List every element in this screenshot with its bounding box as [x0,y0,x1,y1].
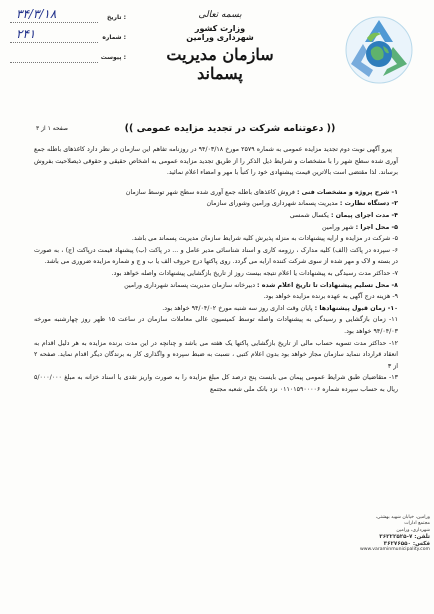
ministry-name: وزارت کشور [194,24,246,33]
condition-label: ۱۰- زمان قبول پیشنهادها : [314,304,398,312]
footer-contact [359,515,430,553]
document-body [34,144,398,395]
address-line: شهرداری، ورامین [396,527,430,533]
conditions-list [34,187,398,396]
condition-label: ۸- محل تسلیم پیشنهادات تا تاریخ اعلام شده : [257,281,398,289]
condition-item [34,372,398,395]
municipality-name: شهرداری ورامین [186,33,254,42]
condition-text: دبیرخانه سازمان مدیریت پسماند شهرداری ورامین [124,281,258,289]
number-value: ۲۴۱ [16,27,36,41]
fax-number: فکس: ۳۶۲۷۶۵۵۰ [383,540,430,547]
condition-text: ۱۳- متقاضیان طبق شرایط عمومی پیمان می بایست پنج درصد کل مبلغ مزایده را به صورت واریز نقدی یا اسناد خزانه به مبلغ ۵/۰۰۰/۰۰۰ ریال به حساب سپرده شماره ۰۱۱۰۱۵۹۰۰۰۰۶ نزد بانک ملی شعبه مجتمع [34,374,398,393]
date-label: تاریخ : [106,14,126,21]
condition-item [34,291,398,303]
condition-text: مدیریت پسماند شهرداری ورامین وشورای سازمان [206,200,340,208]
condition-item [34,210,398,222]
phone-number: تلفن: ۷-۳۶۲۲۲۵۲۵ [379,534,430,541]
organization-header [150,10,290,83]
condition-item [34,303,398,315]
date-row [6,8,126,28]
condition-text: یکسال شمسی [289,211,331,219]
condition-label: ۴- مدت اجرای پیمان : [330,211,398,219]
condition-text: شهر ورامین [322,223,356,231]
condition-item [34,233,398,245]
condition-text: ۷- حداکثر مدت رسیدگی به پیشنهادات یا اعلام نتیجه بیست روز از تاریخ بازگشایی پیشنهادات واصله خواهد بود. [111,269,398,277]
condition-item [34,245,398,268]
condition-item [34,314,398,337]
condition-text: ۱۱- زمان بازگشایی و رسیدگی به پیشنهادات واصله توسط کمیسیون عالی معاملات سازمان در ساعت ۱۵ ظهر روز چهارشنبه مورخه ۹۴/۰۴/۰۳ خواهد بود. [34,316,399,335]
condition-item [34,268,398,280]
condition-text: فروش کاغذهای باطله جمع آوری شده سطح شهر توسط سازمان [125,188,297,196]
letter-meta [6,8,126,68]
condition-item [34,338,398,373]
condition-text: ۵- شرکت در مزایده و ارایه پیشنهادات به منزله پذیرش کلیه شرایط سازمان مدیریت پسماند می باشد. [131,235,398,243]
condition-item [34,222,398,234]
number-label: شماره : [102,34,126,41]
page-number: صفحه ۱ از ۳ [36,125,68,132]
condition-item [34,187,398,199]
attachment-row [6,48,126,68]
document-title: (( دعوتنامه شرکت در تجدید مزایده عمومی )) [124,123,336,134]
website-link[interactable]: www.varaminmunicipality.com [359,547,430,553]
condition-label: ۵- محل اجرا : [355,223,398,231]
condition-label: ۱- شرح پروژه و مشخصات فنی : [296,188,398,196]
organization-name: سازمان مدیریت پسماند [166,45,274,83]
condition-text: ۶- سپرده در پاکت (الف) کلیه مدارک ، رزومه کاری و اسناد شناسائی مدیر عامل و ... در پاکت (ب) پیشنهاد قیمت درپاکت (ج) ، به صورت در بسته و لاک و مهر شده از سوی شرکت کننده ارایه می گردد. روی پاکتها درج حروف الف یا ب و ج و شماره مزایده ضروری می باشد. [34,246,398,266]
intro-paragraph: پیرو آگهی نوبت دوم تجدید مزایده عمومی به شماره ۲۵۷۹ مورخ ۹۴/۰۳/۱۸ در روزنامه تفاهم این سازمان در نظر دارد کاغذهای باطله جمع آوری شده سطح شهر را با مشخصات و شرایط ذیل الذکر را از طریق تجدید مزایده عمومی به اشخاص حقیقی و حقوقی ذیصلاحیت بفروش برساند. لذا مقتضی است بالاترین قیمت پیشنهادی خود را کتباً با مهر و امضاء اعلام نمائید. [34,146,398,177]
address-line: ورامین، خیابان شهید بهشتی، [375,515,430,520]
condition-text: پایان وقت اداری روز سه شنبه مورخ ۹۴/۰۴/۰۲ خواهد بود. [162,304,315,312]
condition-text: ۹- هزینه درج آگهی به عهده برنده مزایده خواهد بود. [263,293,398,301]
condition-item [34,280,398,292]
recycling-globe-logo [343,14,415,86]
date-value: ۳۴/۳/۱۸ [16,7,57,21]
attachment-label: پیوست : [100,54,126,61]
address-line: مجتمع ادارات [404,521,430,527]
condition-item [34,198,398,210]
condition-label: ۲- دستگاه نظارت : [339,200,398,208]
number-row [6,28,126,48]
condition-text: ۱۲- حداکثر مدت تسویه حساب مالی از تاریخ بازگشایی پاکتها یک هفته می باشد و چنانچه در این مدت برنده مزایده به هر دلیل اقدام به انعقاد قرارداد ننماید سازمان مجاز خواهد بود بدون اعلام کتبی ، نسبت به ضبط سپرده و واگذاری کار به برندگان دیگر اقدام نماید. صفحه ۲ از ۳ [34,339,398,370]
basmala: بسمه تعالی [198,10,242,20]
